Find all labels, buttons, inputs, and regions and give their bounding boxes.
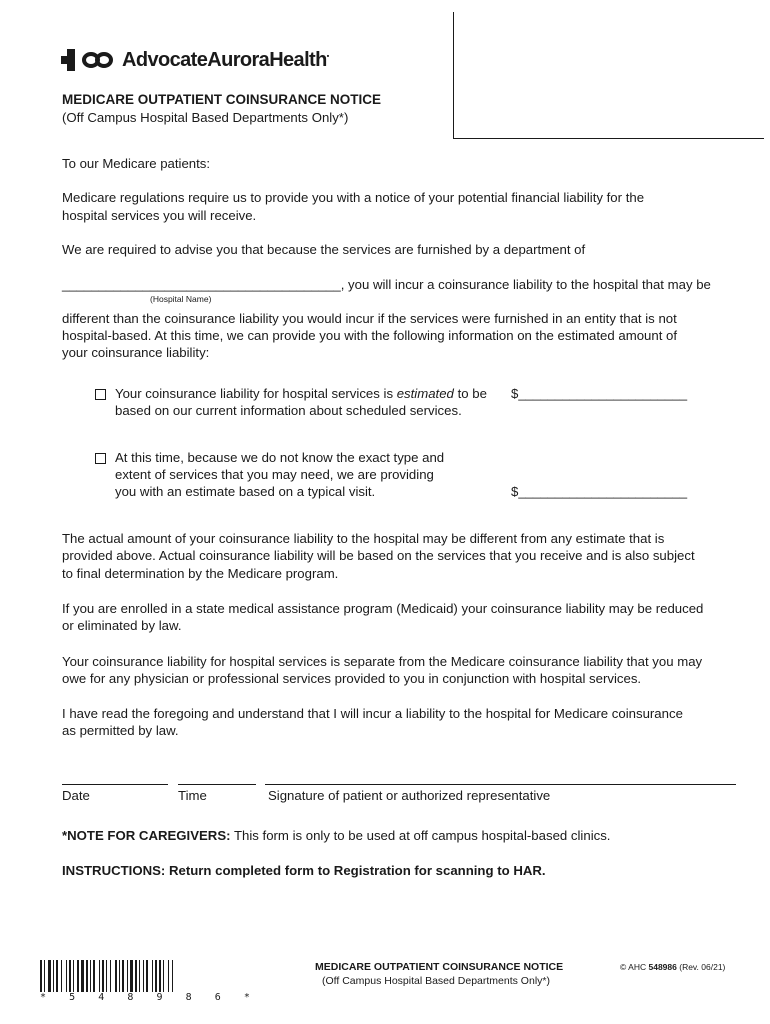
footer-title: MEDICARE OUTPATIENT COINSURANCE NOTICE (315, 961, 564, 973)
barcode-digits: * 5 4 8 9 8 6 * (40, 992, 250, 1003)
instructions: INSTRUCTIONS: Return completed form to Registration for scanning to HAR. (62, 863, 546, 878)
date-label: Date (62, 788, 90, 803)
signature-field[interactable] (265, 784, 736, 785)
brand-logo (60, 46, 329, 74)
para-regulations-2: hospital services you will receive. (62, 208, 257, 223)
para-different-2: hospital-based. At this time, we can provide you with the following information on the estimated amount of (62, 328, 678, 343)
hospital-name-caption: (Hospital Name) (150, 294, 212, 304)
estimate-scheduled-checkbox[interactable] (95, 389, 106, 400)
para-read-2: as permitted by law. (62, 723, 179, 738)
patient-label-area (453, 12, 764, 139)
form-subtitle: (Off Campus Hospital Based Departments Only*) (62, 110, 349, 125)
option-1-line-2: based on our current information about scheduled services. (115, 403, 462, 418)
option-2-line-2: extent of services that you may need, we are providing (115, 467, 434, 482)
para-medicaid-2: or eliminated by law. (62, 618, 182, 633)
time-field[interactable] (178, 784, 256, 785)
greeting: To our Medicare patients: (62, 156, 211, 171)
footer-subtitle: (Off Campus Hospital Based Departments Only*) (322, 975, 550, 987)
hospital-name-line: ______________________________________, you will incur a coinsurance liability to the hospital that may be (62, 277, 711, 292)
cross-infinity-logo-icon (60, 47, 118, 73)
para-read-1: I have read the foregoing and understand that I will incur a liability to the hospital for Medicare coinsurance (62, 706, 683, 721)
option-1-line-1: Your coinsurance liability for hospital services is estimated to be (115, 386, 487, 401)
signature-label: Signature of patient or authorized representative (268, 788, 551, 803)
para-regulations-1: Medicare regulations require us to provide you with a notice of your potential financial liability for the (62, 190, 645, 205)
para-separate-1: Your coinsurance liability for hospital services is separate from the Medicare coinsurance liability that you may (62, 654, 703, 669)
caregiver-note: *NOTE FOR CAREGIVERS: This form is only to be used at off campus hospital-based clinics. (62, 828, 611, 843)
para-different-1: different than the coinsurance liability you would incur if the services were furnished in an entity that is not (62, 311, 677, 326)
para-actual-2: provided above. Actual coinsurance liability will be based on the services that you receive and is also subject (62, 548, 695, 563)
form-title: MEDICARE OUTPATIENT COINSURANCE NOTICE (62, 92, 382, 107)
barcode-icon (40, 960, 250, 992)
para-medicaid-1: If you are enrolled in a state medical assistance program (Medicaid) your coinsurance liability may be reduced (62, 601, 704, 616)
para-different-3: your coinsurance liability: (62, 345, 210, 360)
brand-name: AdvocateAuroraHealth• (122, 48, 329, 71)
option-2-line-1: At this time, because we do not know the exact type and (115, 450, 445, 465)
option-1-amount-field[interactable]: $_______________________ (511, 386, 688, 401)
option-2-amount-field[interactable]: $_______________________ (511, 484, 688, 499)
hospital-name-field[interactable]: ______________________________________ (62, 277, 341, 292)
form-id: © AHC 548986 (Rev. 06/21) (620, 962, 726, 972)
date-field[interactable] (62, 784, 168, 785)
para-advise: We are required to advise you that because the services are furnished by a department of (62, 242, 586, 257)
para-separate-2: owe for any physician or professional services provided to you in conjunction with hospital services. (62, 671, 642, 686)
para-actual-1: The actual amount of your coinsurance liability to the hospital may be different from any estimate that is (62, 531, 665, 546)
time-label: Time (178, 788, 207, 803)
estimate-typical-checkbox[interactable] (95, 453, 106, 464)
option-2-line-3: you with an estimate based on a typical visit. (115, 484, 376, 499)
para-actual-3: to final determination by the Medicare program. (62, 566, 339, 581)
